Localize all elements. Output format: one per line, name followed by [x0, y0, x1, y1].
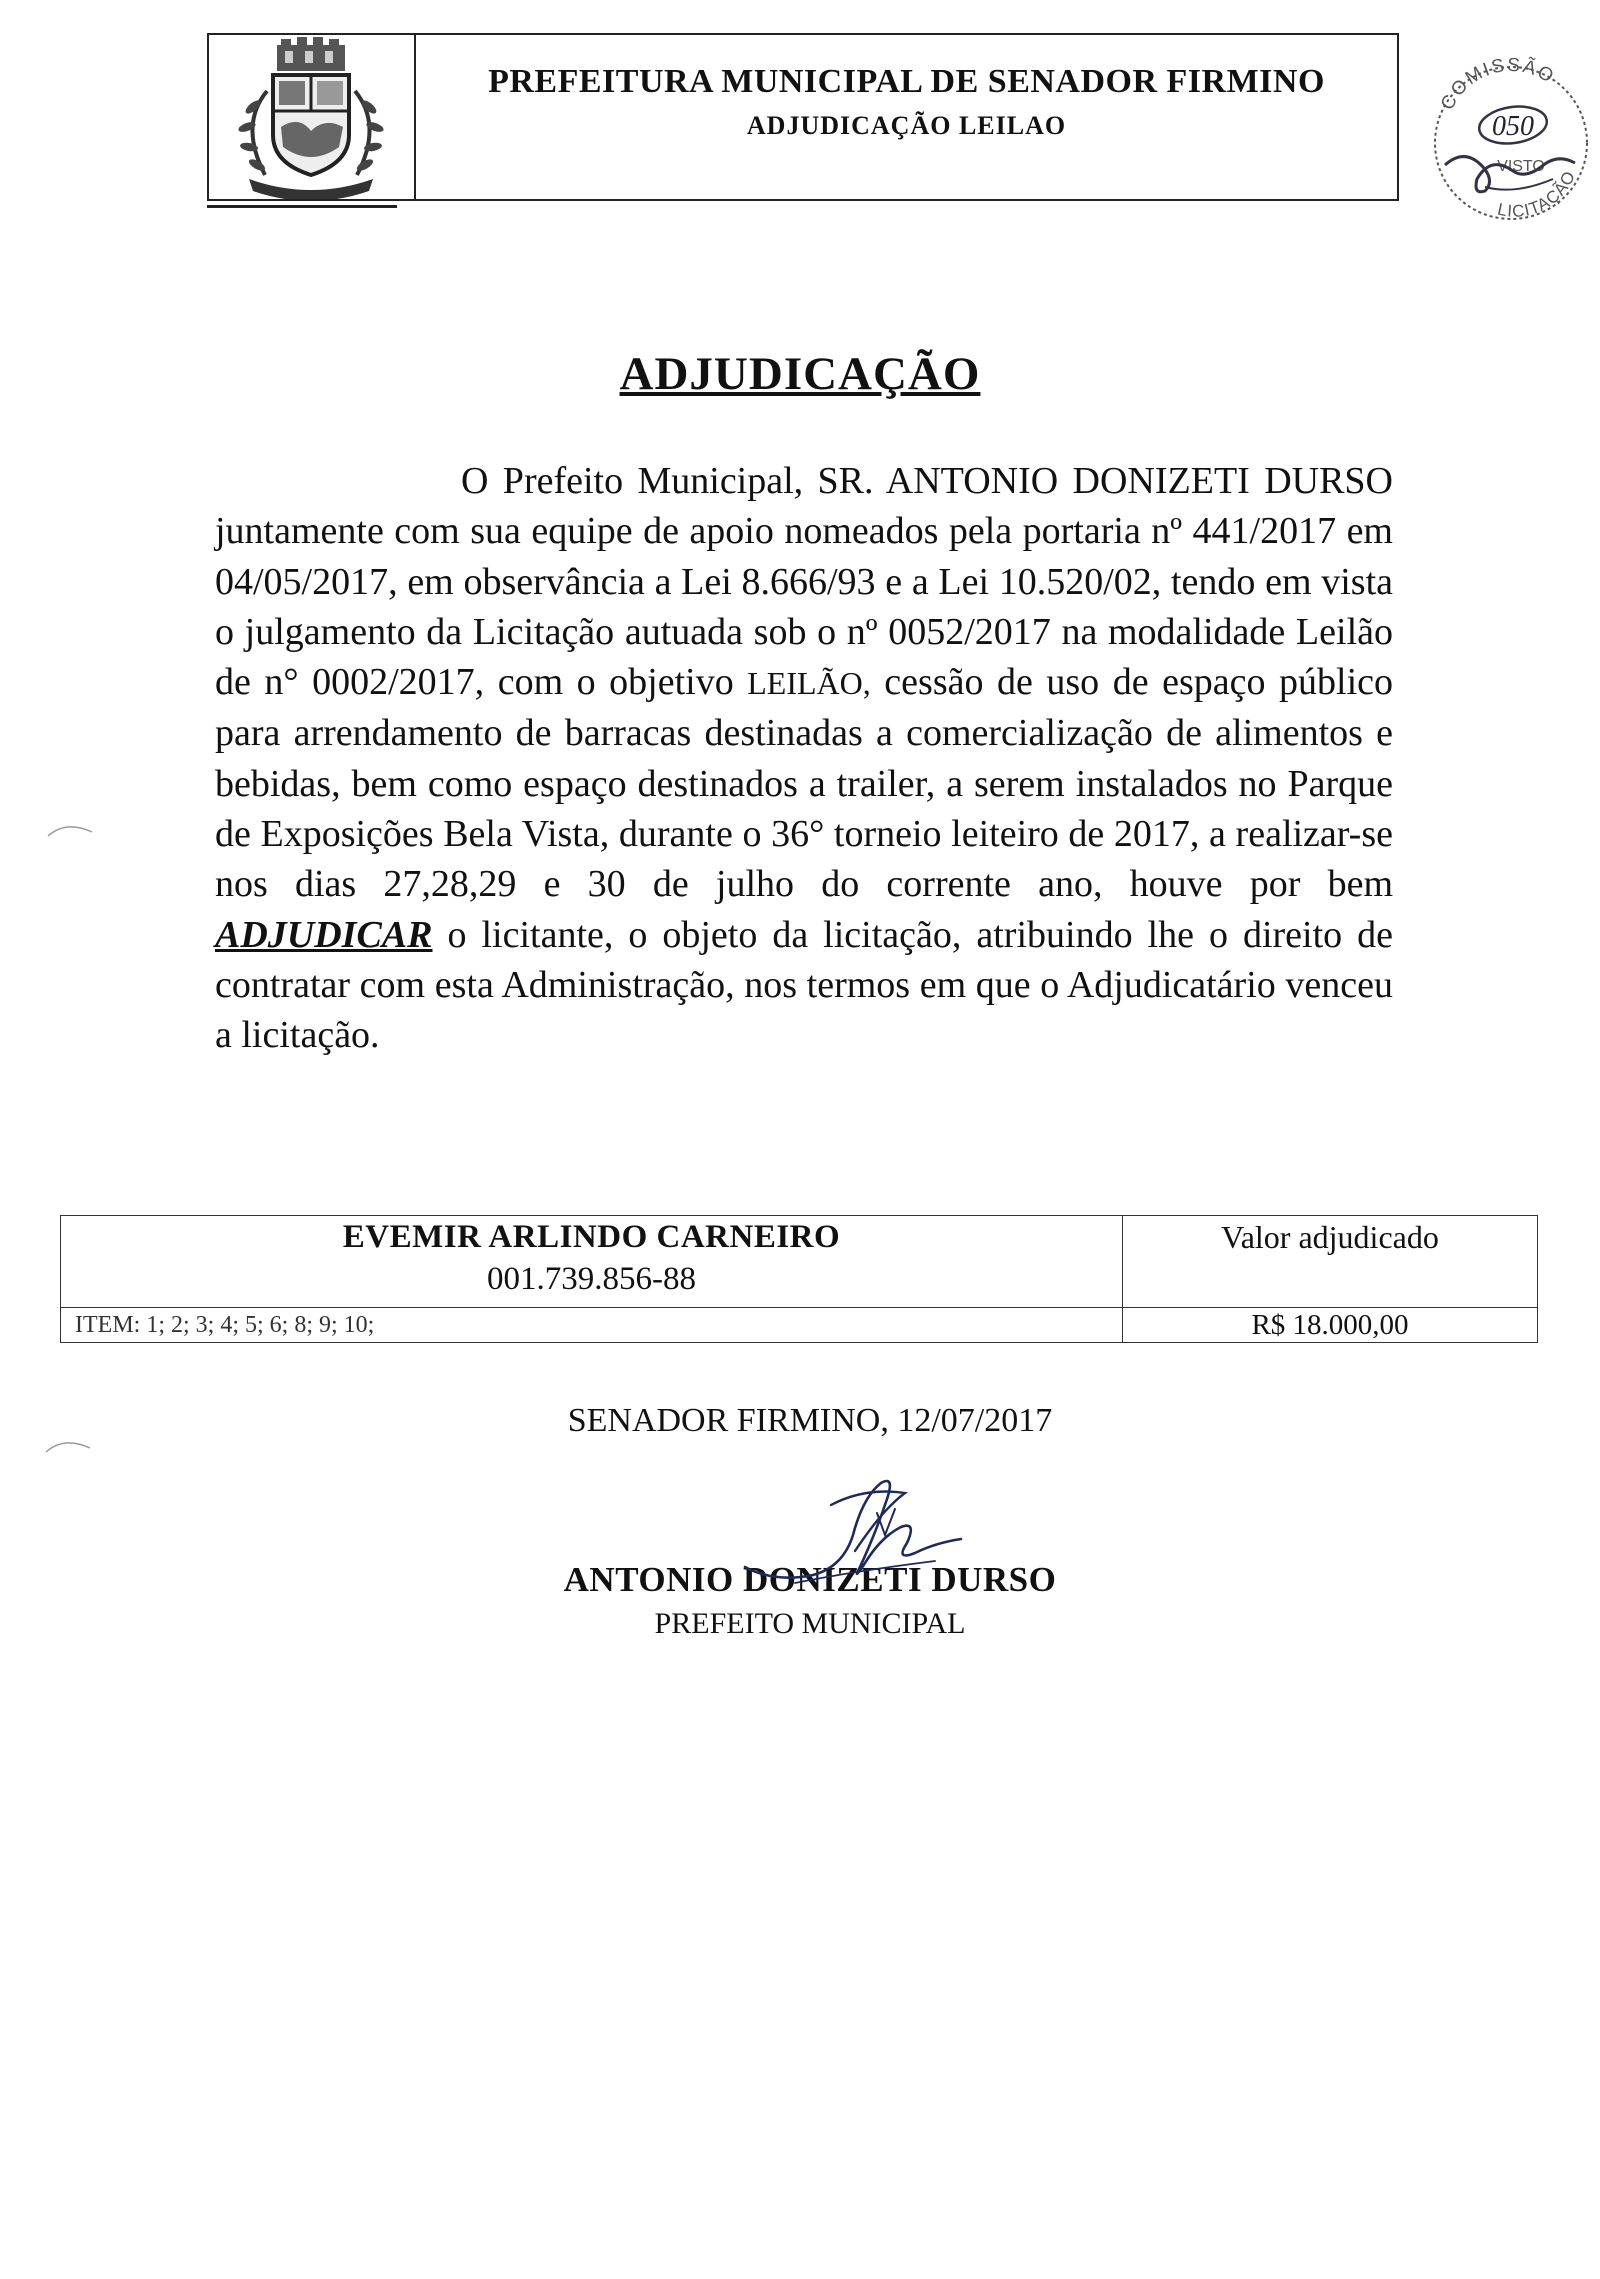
adjudicated-amount: R$ 18.000,00 — [1123, 1308, 1538, 1343]
adjudication-table — [60, 1215, 1538, 1343]
adjudicar-word: ADJUDICAR — [215, 913, 433, 956]
paragraph-text-closing: o licitante, o objeto da licitação, atribuindo lhe o direito de contratar com esta Administração, nos termos em que o Adjudicatário venceu a licitação. — [215, 913, 1394, 1057]
table-row — [61, 1308, 1538, 1343]
document-title: ADJUDICAÇÃO — [619, 348, 981, 400]
winner-cpf: 001.739.856-88 — [487, 1261, 696, 1297]
place-date: SENADOR FIRMINO, 12/07/2017 — [567, 1402, 1053, 1439]
value-header: Valor adjudicado — [1123, 1216, 1538, 1308]
scan-mark-icon — [44, 1436, 94, 1456]
table-row — [61, 1216, 1538, 1308]
svg-text:LICITAÇÃO: LICITAÇÃO — [1495, 167, 1580, 222]
winner-name: EVEMIR ARLINDO CARNEIRO — [342, 1219, 841, 1255]
leilao-word: LEILÃO, — [747, 665, 871, 702]
paragraph-text-middle: cessão de uso de espaço público para arrendamento de barracas destinadas a comercialização de alimentos e bebidas, bem como espaço destinados a trailer, a serem instalados no Parque de Exposições Bela Vista, durante o 36° torneio leiteiro de 2017, a realizar-se nos dias 27,28,29 e 30 de julho do corrente ano, houve por bem — [215, 661, 1393, 906]
svg-text:050: 050 — [1492, 111, 1534, 142]
handwritten-signature-icon — [735, 1465, 965, 1590]
document-subtitle: ADJUDICAÇÃO LEILAO — [746, 111, 1067, 140]
document-header — [207, 33, 1399, 201]
crest-cell — [209, 35, 416, 199]
svg-text:VISTO: VISTO — [1497, 158, 1545, 175]
header-divider — [207, 205, 397, 208]
paragraph-text-opening: O Prefeito Municipal, SR. ANTONIO DONIZETI DURSO juntamente com sua equipe de apoio nomeados pela portaria nº 441/2017 em 04/05/2017, em observância a Lei 8.666/93 e a Lei 10.520/02, tendo em vista o julgamento da Licitação autuada sob o nº 0052/2017 na modalidade Leilão de n° 0002/2017, com o objetivo — [215, 460, 1393, 704]
items-list: ITEM: 1; 2; 3; 4; 5; 6; 8; 9; 10; — [61, 1308, 1123, 1343]
scan-mark-icon — [46, 820, 96, 840]
winner-cell — [61, 1216, 1123, 1308]
municipality-title: PREFEITURA MUNICIPAL DE SENADOR FIRMINO — [488, 63, 1325, 100]
signer-role: PREFEITO MUNICIPAL — [654, 1607, 966, 1640]
coat-of-arms-icon — [209, 35, 412, 199]
commission-stamp-icon — [1425, 55, 1595, 230]
signer-name: ANTONIO DONIZETI DURSO — [563, 1560, 1057, 1599]
svg-text:COMISSÃO: COMISSÃO — [1437, 55, 1559, 114]
adjudication-paragraph — [215, 456, 1393, 1061]
